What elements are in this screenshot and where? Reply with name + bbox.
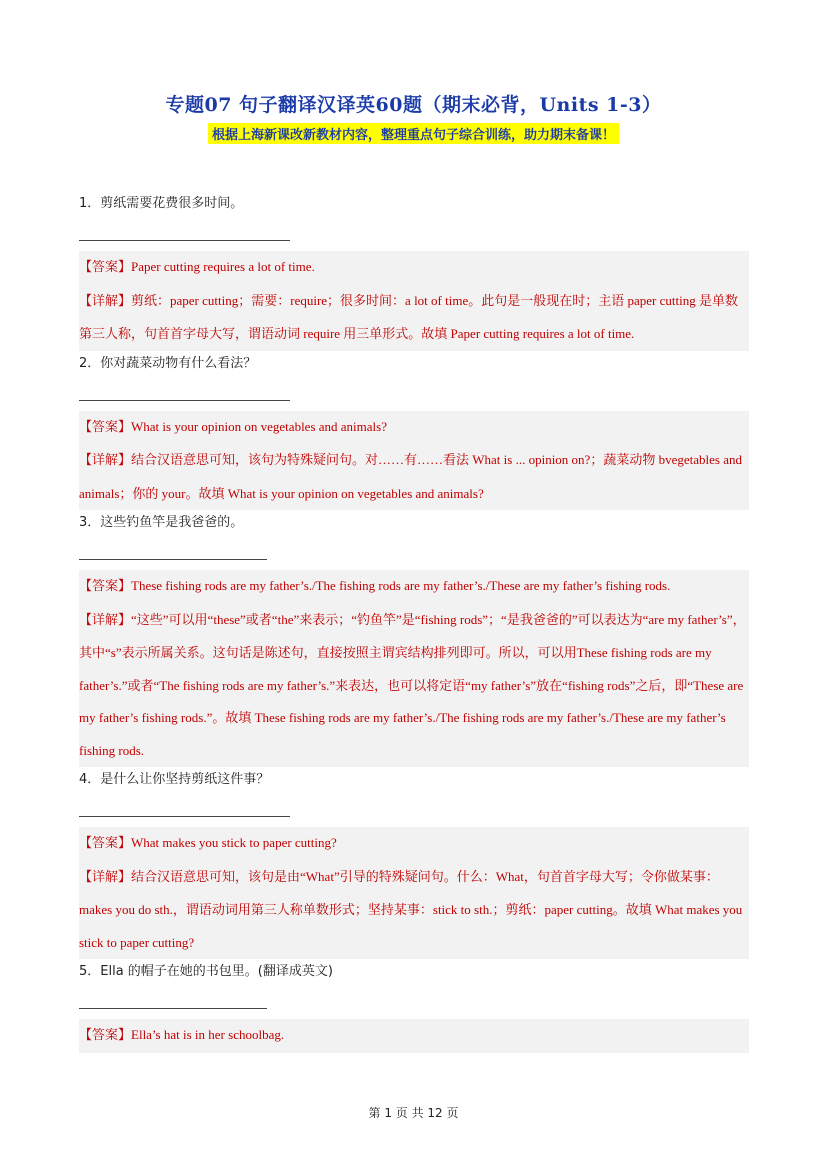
answer-blank-line: [79, 816, 290, 817]
answer-box: [79, 1019, 749, 1053]
page-footer: 第 1 页 共 12 页: [368, 1106, 459, 1120]
page-subtitle: 根据上海新课改新教材内容，整理重点句子综合训练，助力期末备课！: [208, 123, 619, 144]
answer-blank-line: [79, 1008, 267, 1009]
answer-box: [79, 411, 749, 511]
question-text: 4．是什么让你坚持剪纸这件事？: [79, 772, 270, 787]
answer-label: 【答案】: [79, 419, 132, 435]
detail-label: 【详解】: [79, 612, 132, 628]
detail-label: 【详解】: [79, 453, 132, 468]
answer-label: 【答案】: [79, 579, 132, 594]
answer-label: 【答案】: [79, 1028, 132, 1043]
answer-text: What is your opinion on vegetables and animals?: [131, 418, 387, 434]
page-title: 专题07 句子翻译汉译英60题（期末必背，Units 1-3）: [165, 94, 662, 116]
answer-blank-line: [79, 559, 267, 560]
answer-box: [79, 251, 749, 351]
answer-blank-line: [79, 400, 290, 401]
answer-text: Ella’s hat is in her schoolbag.: [131, 1027, 285, 1042]
answer-text: These fishing rods are my father’s./The fishing rods are my father’s./These are my father’s fishing rods.: [131, 578, 671, 593]
question-list: [79, 193, 749, 1055]
detail-label: 【详解】: [79, 869, 132, 885]
answer-text: Paper cutting requires a lot of time.: [131, 259, 315, 274]
answer-label: 【答案】: [79, 260, 132, 275]
answer-label: 【答案】: [79, 836, 132, 851]
detail-text: “这些”可以用“these”或者“the”来表示；“钓鱼竿”是“fishing rods”；“是我爸爸的”可以表达为“are my father’s”，其中“s”表示所属关系。这句话是陈述句，直接按照主谓宾结构排列即可。所以，可以用These fishing rods are my father’s.”或者“The fishing rods are my father’s.”来表达，也可以将定语“my father’s”放在“fishing rods”之后，即“These are my father’s fishing rods.”。故填 These fishing rods are my father’s./The fishing rods are my father’s./These are my father’s fishing rods.: [79, 611, 746, 758]
question-text: 1．剪纸需要花费很多时间。: [79, 196, 244, 211]
answer-text: What makes you stick to paper cutting?: [131, 835, 337, 850]
answer-blank-line: [79, 240, 290, 241]
detail-text: 剪纸：paper cutting；需要：require；很多时间：a lot of time。此句是一般现在时；主语 paper cutting 是单数第三人称，句首首字母大写，谓语动词 require 用三单形式。故填 Paper cutting requires a lot of time.: [79, 292, 738, 341]
answer-box: [79, 827, 749, 959]
detail-text: 结合汉语意思可知，该句为特殊疑问句。对……有……看法 What is ... opinion on?；蔬菜动物 bvegetables and animals；你的 your。故填 What is your opinion on vegetables and animals?: [79, 452, 742, 501]
question-text: 3．这些钓鱼竿是我爸爸的。: [79, 515, 244, 530]
detail-text: 结合汉语意思可知，该句是由“What”引导的特殊疑问句。什么：What，句首首字母大写；令你做某事：makes you do sth.，谓语动词用第三人称单数形式；坚持某事：stick to sth.；剪纸：paper cutting。故填 What makes you stick to paper cutting?: [79, 868, 743, 950]
question-text: 5．Ella 的帽子在她的书包里。(翻译成英文): [79, 964, 333, 979]
question-text: 2．你对蔬菜动物有什么看法？: [79, 355, 257, 371]
detail-label: 【详解】: [79, 293, 132, 309]
answer-box: [79, 570, 749, 767]
